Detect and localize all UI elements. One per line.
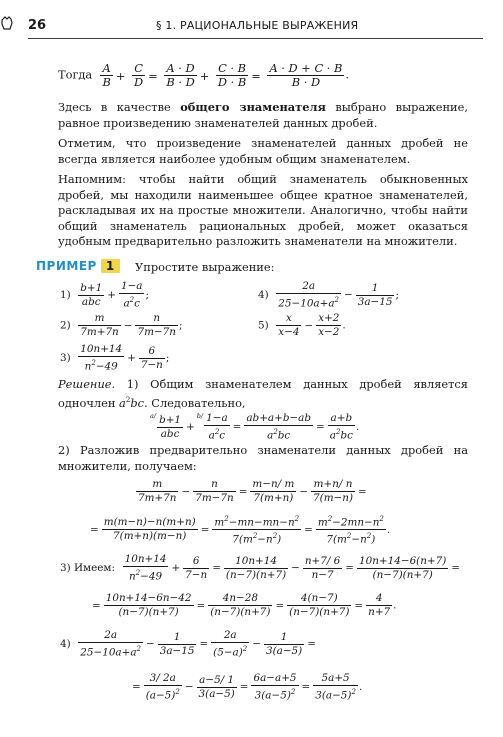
solution-4-line2: = $\frac{3/ 2a}{(a-5)^2}$ − $\frac{a-5/ 1}{3(a-5)}$ = $\frac{6a-a+5}{3(a-5)^2}$ = $\frac{5a+5}{3(a-5)^2}$ . [132,672,363,702]
task-4: 4) $\frac{2a}{25-10a+a^2}$ − $\frac{1}{3a-15}$ ; [258,280,399,310]
paragraph-common-denominator: Здесь в качестве общего знаменателя выбрано выражение, равное произведению знаменателей данных дробей. [58,100,468,130]
solution-3-line1: 3) Имеем: $\frac{10n+14}{n^2-49}$ + $\frac{6}{7-n}$ = $\frac{10n+14}{(n-7)(n+7)}$ − $\frac{n+7/ 6}{n-7}$ = $\frac{10n+14-6(n+7)}{(n-7)(n+7)}$ = [60,553,461,583]
header-rule [28,38,483,39]
togda-word: Тогда [58,67,93,82]
section-title: § 1. РАЦИОНАЛЬНЫЕ ВЫРАЖЕНИЯ [156,19,359,32]
solution-4-line1: 4) $\frac{2a}{25-10a+a^2}$ − $\frac{1}{3a-15}$ = $\frac{2a}{(5-a)^2}$ − $\frac{1}{3(a-5)}$ = [60,629,316,659]
solution-1-formula: $^{a/}$ $\frac{b+1}{\text{abc}}$ +$^{b/}$ $\frac{1-a}{a^2c}$ = $\frac{ab+a+b-ab}{a^2bc}$ = $\frac{a+b}{a^2bc}$ . [150,412,360,442]
solution-label: Решение. [58,377,116,391]
task-2: 2) $\frac{m}{7m+7n}$ − $\frac{n}{7m-7n}$ ; [60,312,183,338]
paragraph-reminder: Напомним: чтобы найти общий знаменатель обыкновенных дробей, мы находили наименьшее общее кратное знаменателей, раскладывая их на простые множители. Аналогично, чтобы найти общий знаменатель рациональных дробей, может оказаться удобным предварительно разложить знаменатели на множители. [58,172,468,248]
pointing-hand-icon [0,14,14,32]
task-3: 3) $\frac{10n+14}{n^2-49}$ + $\frac{6}{7-n}$ ; [60,343,170,373]
task-5: 5) $\frac{x}{x-4}$ − $\frac{x+2}{x-2}$ . [258,312,346,338]
solution-3-label: 3) Имеем: [60,562,115,575]
solution-intro: Решение. 1) Общим знаменателем данных дробей является одночлен $a^2bc$. Следовательно, [58,377,468,410]
solution-2-line2: = $\frac{m(m-n)-n(m+n)}{7(m+n)(m-n)}$ = $\frac{m^2-mn-mn-n^2}{7(m^2-n^2)}$ = $\frac{m^2-2mn-n^2}{7(m^2-n^2)}$ . [90,515,391,546]
paragraph-note: Отметим, что произведение знаменателей данных дробей не всегда является наиболее удобным общим знаменателем. [58,136,468,166]
example-badge [36,259,120,275]
example-task: Упростите выражение: [135,260,275,274]
example-label: ПРИМЕР [36,259,97,273]
bold-term: общего знаменателя [180,100,326,114]
solution-3-line2: = $\frac{10n+14-6n-42}{(n-7)(n+7)}$ = $\frac{4n-28}{(n-7)(n+7)}$ = $\frac{4(n-7)}{(n-7)(n+7)}$ = $\frac{4}{n+7}$ . [92,592,397,618]
example-number: 1 [101,259,120,273]
page-number: 26 [28,18,47,33]
solution-2-text: 2) Разложив предварительно знаменатели данных дробей на множители, получаем: [58,443,468,473]
solution-2-line1: $\frac{m}{7m+7n}$ − $\frac{n}{7m-7n}$ = $\frac{m-n/ m}{7(m+n)}$ − $\frac{m+n/ n}{7(m-n)}$ = [138,478,367,504]
task-1: 1) $\frac{b+1}{\text{abc}}$ + $\frac{1-a}{a^2c}$ ; [60,280,149,310]
intro-formula: Тогда $\frac{A}{B}$ + $\frac{C}{D}$ = $\frac{A \cdot D}{B \cdot D}$ + $\frac{C \cdot B}{D \cdot B}$ = $\frac{A \cdot D + C \cdot B}{B \cdot D}$ . [58,61,350,89]
